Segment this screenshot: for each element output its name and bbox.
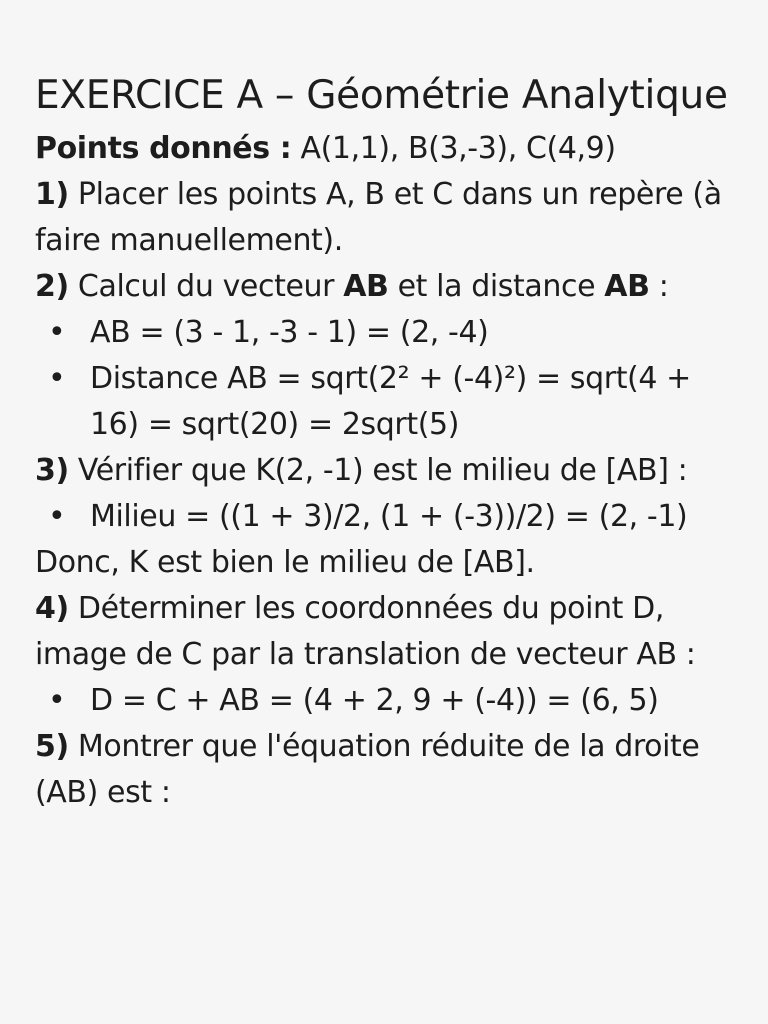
question-2-text-b: et la distance [388,269,605,304]
question-3 [35,448,740,494]
question-2-bold-b: AB [604,269,650,304]
question-4-text: Déterminer les coordonnées du point D, image de C par la translation de vecteur AB : [35,591,696,672]
question-1-number: 1) [35,177,69,212]
question-1-text: Placer les points A, B et C dans un repère (à faire manuellement). [35,177,722,258]
question-5-number: 5) [35,729,69,764]
list-item-text: Distance AB = sqrt(2² + (-4)²) = sqrt(4 + 16) = sqrt(20) = 2sqrt(5) [90,361,691,442]
question-4 [35,586,740,678]
bullet-icon: • [48,315,66,350]
question-3-number: 3) [35,453,69,488]
exercise-title: EXERCICE A – Géométrie Analytique [35,73,728,118]
question-5 [35,724,740,816]
list-item [35,494,740,540]
question-4-number: 4) [35,591,69,626]
list-item-text: AB = (3 - 1, -3 - 1) = (2, -4) [90,315,489,350]
question-2-text-c: : [649,269,669,304]
bullet-icon: • [48,683,66,718]
list-item [35,356,740,448]
given-points-value: A(1,1), B(3,-3), C(4,9) [291,131,616,166]
bullet-icon: • [48,499,66,534]
question-2-bullets [35,310,740,448]
list-item-text: D = C + AB = (4 + 2, 9 + (-4)) = (6, 5) [90,683,659,718]
question-5-text: Montrer que l'équation réduite de la droite (AB) est : [35,729,700,810]
question-1 [35,172,740,264]
document-body [35,70,740,816]
question-3-text: Vérifier que K(2, -1) est le milieu de [AB] : [68,453,688,488]
question-3-bullets [35,494,740,540]
list-item [35,310,740,356]
question-2-bold-a: AB [343,269,389,304]
question-2-text-a: Calcul du vecteur [68,269,344,304]
given-points [35,126,740,172]
question-2 [35,264,740,310]
given-points-label: Points donnés : [35,131,292,166]
question-3-conclusion: Donc, K est bien le milieu de [AB]. [35,545,535,580]
question-2-number: 2) [35,269,69,304]
list-item [35,678,740,724]
bullet-icon: • [48,361,66,396]
question-4-bullets [35,678,740,724]
list-item-text: Milieu = ((1 + 3)/2, (1 + (-3))/2) = (2, -1) [90,499,688,534]
